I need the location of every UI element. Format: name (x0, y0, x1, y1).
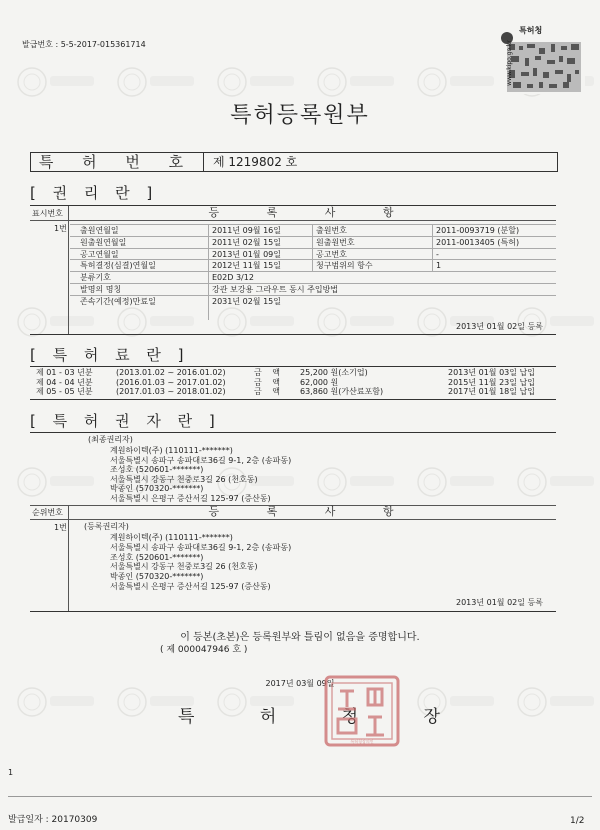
rights-row-value: 2012년 11월 15일 (212, 261, 281, 271)
rights-row-value: 강관 보강용 그라우트 동시 주입방법 (212, 285, 339, 294)
reg-owner-title: (등록권리자) (84, 522, 129, 531)
patent-number-box (30, 152, 558, 172)
owner-col-left: 순위번호 (32, 508, 63, 517)
fee-period: (2013.01.02 ~ 2016.01.02) (116, 368, 226, 377)
rights-col-sep (432, 224, 433, 272)
footer-issue-date: 발급일자 : 20170309 (8, 815, 98, 825)
cert-office: 특 허 청 장 (178, 707, 470, 727)
footer-page-number: 1/2 (570, 816, 585, 826)
patent-number-value: 제 1219802 호 (213, 155, 298, 169)
fee-amount-label: 금 액 (254, 387, 284, 396)
final-owner-line: 서울특별시 송파구 송파대로36길 9-1, 2층 (송파동) (110, 455, 292, 465)
fee-period: (2016.01.03 ~ 2017.01.02) (116, 377, 226, 387)
rights-reg-date: 2013년 01월 02일 등록 (456, 322, 543, 331)
rights-row-line (70, 283, 556, 284)
fee-paid-date: 2017년 01월 18일 납입 (448, 387, 535, 396)
fee-amount: 63,860 원(가산료포함) (300, 387, 384, 396)
reg-owner-line: 서울특별시 강동구 천중로3길 26 (천호동) (110, 562, 258, 572)
fee-years: 제 05 - 05 년분 (36, 387, 93, 396)
rights-row-label: 특허결정(심결)연월일 (80, 261, 156, 271)
official-seal-icon (322, 675, 402, 747)
rights-row-value2: - (436, 249, 439, 259)
patent-number-label: 특 허 번 호 (31, 153, 204, 171)
rights-row-value2: 2011-0013405 (특허) (436, 237, 520, 247)
rights-row-value: 2011년 02월 15일 (212, 237, 281, 247)
fee-paid-date: 2013년 01월 03일 납입 (448, 368, 535, 377)
final-owner-title: (최종권리자) (88, 435, 133, 444)
rights-row-value: 2031년 02월 15일 (212, 296, 281, 306)
fee-period: (2017.01.03 ~ 2018.01.02) (116, 387, 226, 396)
reg-owner-line: 조성호 (520601-*******) (110, 552, 204, 562)
rights-row-line (70, 248, 556, 249)
rights-col-left: 표시번호 (32, 209, 63, 218)
owner-row-no: 1번 (54, 523, 67, 532)
rights-row-value2: 2011-0093719 (분할) (436, 226, 520, 235)
rights-row-label2: 출원번호 (316, 226, 347, 235)
fee-paid-date: 2015년 11월 23일 납입 (448, 377, 535, 387)
cert-date: 2017년 03월 09일 (265, 679, 335, 688)
fee-years: 제 04 - 04 년분 (36, 377, 93, 387)
rights-row-no: 1번 (54, 224, 67, 233)
rights-row-line (70, 271, 556, 272)
rights-row-label: 공고연월일 (80, 249, 119, 259)
rights-row-value: 2013년 01월 09일 (212, 249, 281, 259)
footer-mark: 1 (8, 768, 14, 777)
rights-row-label: 출원연월일 (80, 226, 119, 235)
owner-reg-date: 2013년 01월 02일 등록 (456, 598, 543, 607)
final-owner-line: 조성호 (520601-*******) (110, 465, 204, 475)
footer-divider (8, 796, 592, 797)
final-owner-line: 박종인 (570320-*******) (110, 484, 204, 494)
rights-row-label: 원출원연월일 (80, 237, 127, 247)
rights-section-title: [ 권 리 란 ] (30, 184, 159, 202)
rights-row-label: 분류기호 (80, 273, 111, 283)
reg-owner-line: 박종인 (570320-*******) (110, 572, 204, 582)
owner-section-title: [ 특 허 권 자 란 ] (30, 412, 221, 430)
final-owner-line: 서울특별시 은평구 증산서길 125-97 (증산동) (110, 494, 271, 503)
fee-amount: 62,000 원 (300, 377, 339, 387)
owner-col-head: 등 록 사 항 (208, 505, 416, 518)
fee-years: 제 01 - 03 년분 (36, 368, 93, 377)
final-owner-line: 서울특별시 강동구 천중로3길 26 (천호동) (110, 474, 258, 484)
svg-text:특허청장의인: 특허청장의인 (350, 739, 374, 744)
rights-row-value2: 1 (436, 261, 442, 271)
page-title: 특허등록원부 (230, 103, 370, 128)
rights-col-sep (208, 224, 209, 320)
kipo-url: www.kipo.go.kr (505, 40, 513, 86)
fee-amount: 25,200 원(소기업) (300, 368, 368, 377)
reg-owner-line: 계원하이텍(주) (110111-*******) (110, 533, 233, 542)
rights-row-value: 2011년 09월 16일 (212, 226, 281, 235)
rights-col-sep (312, 224, 313, 272)
rights-row-line (70, 224, 556, 225)
fee-section-title: [ 특 허 료 란 ] (30, 346, 190, 364)
rights-row-label: 발명의 명칭 (80, 285, 122, 294)
rights-row-value: E02D 3/12 (212, 273, 254, 283)
reg-owner-line: 서울특별시 은평구 증산서길 125-97 (증산동) (110, 582, 271, 591)
rights-row-label2: 청구범위의 항수 (316, 261, 373, 271)
rights-row-label: 존속기간(예정)만료일 (80, 296, 156, 306)
rights-row-label2: 공고번호 (316, 249, 347, 259)
issue-number: 발급번호 : 5-5-2017-015361714 (22, 40, 146, 49)
reg-owner-line: 서울특별시 송파구 송파대로36길 9-1, 2층 (송파동) (110, 542, 292, 552)
fee-amount-label: 금 액 (254, 377, 284, 387)
cert-number: ( 제 000047946 호 ) (160, 645, 248, 655)
fee-amount-label: 금 액 (254, 368, 284, 377)
rights-col-head: 등 록 사 항 (208, 206, 416, 219)
kipo-brand: 특허청 (519, 26, 543, 35)
cert-statement: 이 등본(초본)은 등록원부와 틀림이 없음을 증명합니다. (180, 632, 420, 643)
rights-row-line (70, 295, 556, 296)
final-owner-line: 계원하이텍(주) (110111-*******) (110, 446, 233, 455)
kipo-badge (495, 28, 585, 94)
rights-row-line (70, 236, 556, 237)
rights-row-label2: 원출원번호 (316, 237, 355, 247)
